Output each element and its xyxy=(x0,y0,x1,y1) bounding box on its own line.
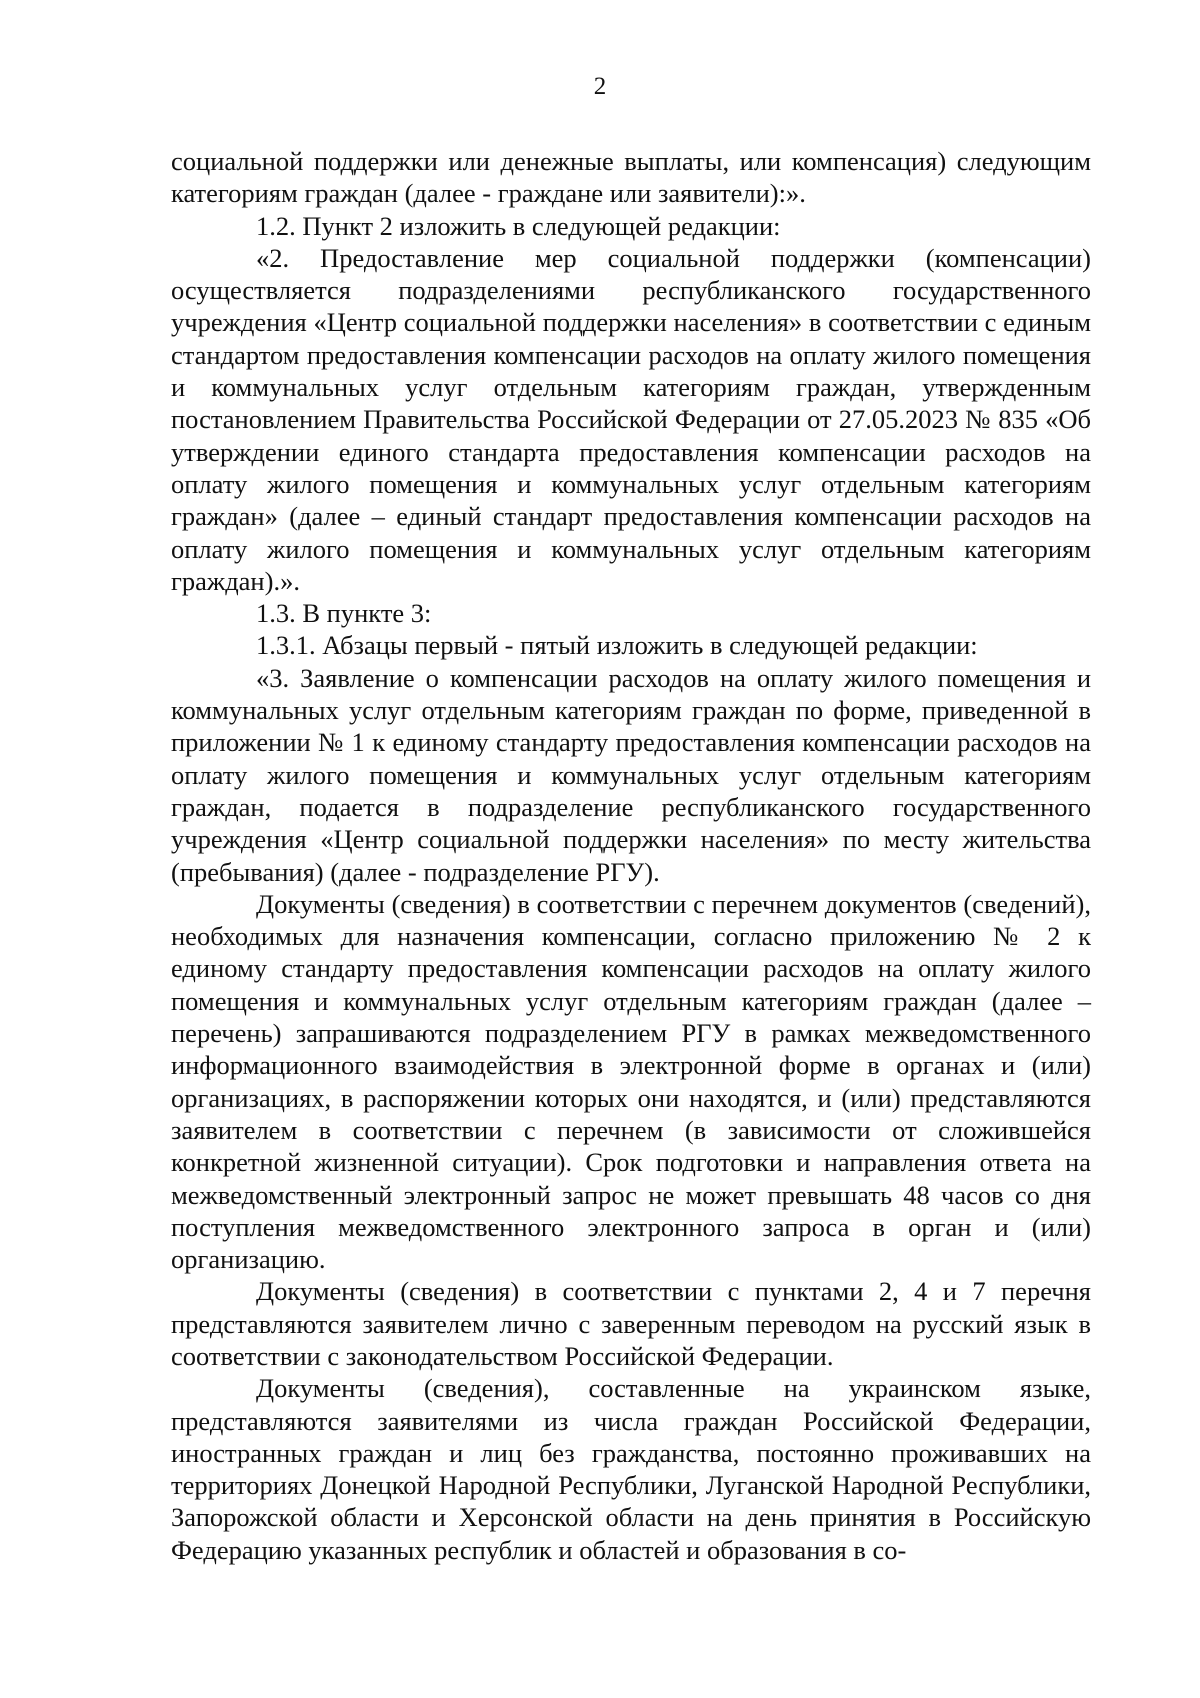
paragraph-documents-list: Документы (сведения) в соответствии с перечнем документов (сведений), необходимых для назначения компенсации, согласно приложению № 2 к единому стандарту предоставления компенсации расходов на оплату жилого помещения и коммунальных услуг отдельным категориям граждан (далее – перечень) запрашиваются подразделением РГУ в рамках межведомственного информационного взаимодействия в электронной форме в органах и (или) организациях, в распоряжении которых они находятся, и (или) представляются заявителем в соответствии с перечнем (в зависимости от сложившейся конкретной жизненной ситуации). Срок подготовки и направления ответа на межведомственный электронный запрос не может превышать 48 часов со дня поступления межведомственного электронного запроса в орган и (или) организацию. xyxy=(171,888,1091,1275)
paragraph-documents-ukrainian: Документы (сведения), составленные на украинском языке, представляются заявителями из числа граждан Российской Федерации, иностранных граждан и лиц без гражданства, постоянно проживавших на территориях Донецкой Народной Республики, Луганской Народной Республики, Запорожской области и Херсонской области на день принятия в Российскую Федерацию указанных республик и областей и образования в со- xyxy=(171,1373,1091,1565)
paragraph-documents-translation: Документы (сведения) в соответствии с пунктами 2, 4 и 7 перечня представляются заявителем лично с заверенным переводом на русский язык в соответствии с законодательством Российской Федерации. xyxy=(171,1276,1091,1371)
paragraph-continuation: социальной поддержки или денежные выплаты, или компенсация) следующим категориям граждан (далее - граждане или заявители):». xyxy=(171,146,1091,209)
document-body xyxy=(171,145,1091,1566)
paragraph-item-1-2: 1.2. Пункт 2 изложить в следующей редакции: xyxy=(256,210,781,241)
page-number: 2 xyxy=(593,73,607,100)
paragraph-item-3-text: «3. Заявление о компенсации расходов на оплату жилого помещения и коммунальных услуг отдельным категориям граждан по форме, приведенной в приложении № 1 к единому стандарту предоставления компенсации расходов на оплату жилого помещения и коммунальных услуг отдельным категориям граждан, подается в подразделение республиканского государственного учреждения «Центр социальной поддержки населения» по месту жительства (пребывания) (далее - подразделение РГУ). xyxy=(171,662,1091,887)
paragraph-item-2-text: «2. Предоставление мер социальной поддержки (компенсации) осуществляется подразделениями республиканского государственного учреждения «Центр социальной поддержки населения» в соответствии с единым стандартом предоставления компенсации расходов на оплату жилого помещения и коммунальных услуг отдельным категориям граждан, утвержденным постановлением Правительства Российской Федерации от 27.05.2023 № 835 «Об утверждении единого стандарта предоставления компенсации расходов на оплату жилого помещения и коммунальных услуг отдельным категориям граждан» (далее – единый стандарт предоставления компенсации расходов на оплату жилого помещения и коммунальных услуг отдельным категориям граждан).». xyxy=(171,242,1091,596)
paragraph-item-1-3-1: 1.3.1. Абзацы первый - пятый изложить в следующей редакции: xyxy=(256,630,978,661)
paragraph-item-1-3: 1.3. В пункте 3: xyxy=(256,598,432,629)
